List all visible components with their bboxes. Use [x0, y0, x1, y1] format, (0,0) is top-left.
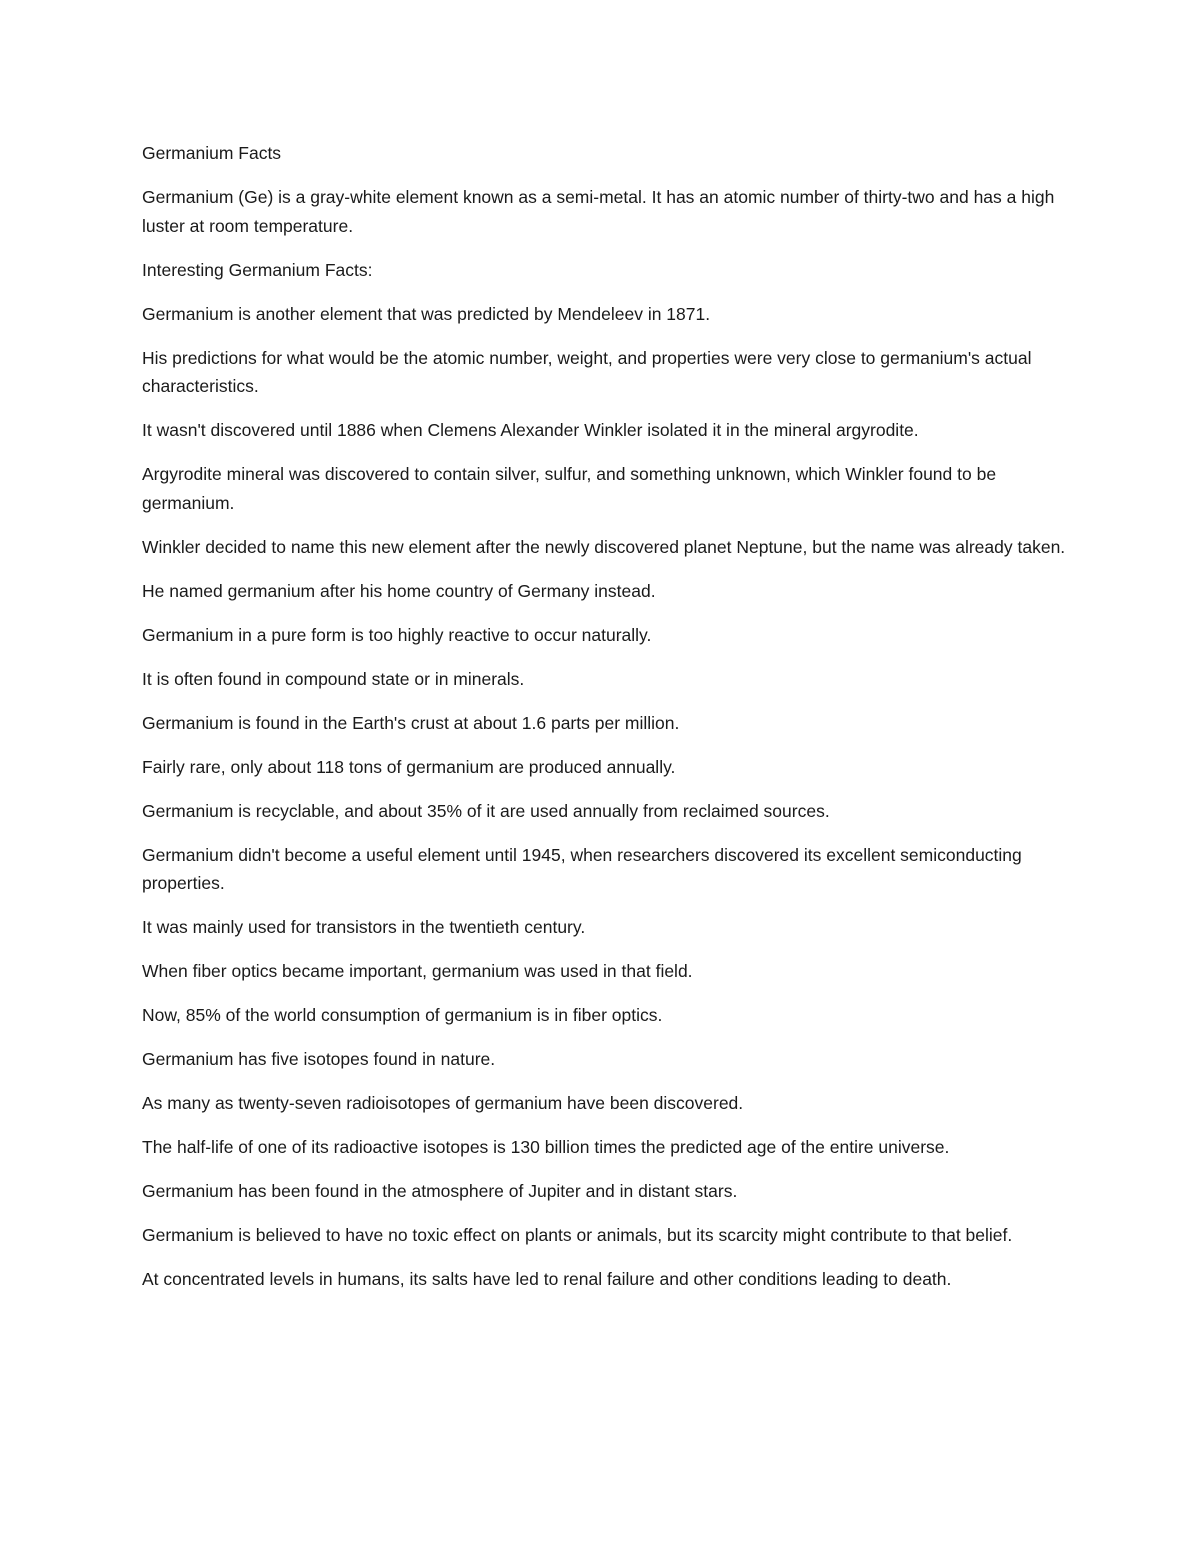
- fact-paragraph: Now, 85% of the world consumption of germanium is in fiber optics.: [142, 1005, 663, 1025]
- fact-paragraph: Fairly rare, only about 118 tons of germanium are produced annually.: [142, 756, 676, 777]
- section-heading: Interesting Germanium Facts:: [142, 259, 373, 280]
- fact-paragraph: Germanium in a pure form is too highly reactive to occur naturally.: [142, 624, 652, 645]
- fact-paragraph: It was mainly used for transistors in the twentieth century.: [142, 917, 586, 937]
- intro-paragraph: Germanium (Ge) is a gray-white element known as a semi-metal. It has an atomic number of thirty-two and has a high luster at room temperature.: [142, 187, 1055, 236]
- fact-paragraph: As many as twenty-seven radioisotopes of germanium have been discovered.: [142, 1093, 744, 1113]
- fact-paragraph: Argyrodite mineral was discovered to contain silver, sulfur, and something unknown, which Winkler found to be germanium.: [142, 464, 997, 513]
- fact-paragraph: It is often found in compound state or in minerals.: [142, 668, 525, 689]
- fact-paragraph: At concentrated levels in humans, its salts have led to renal failure and other conditions leading to death.: [142, 1269, 952, 1289]
- fact-paragraph: His predictions for what would be the atomic number, weight, and properties were very close to germanium's actual characteristics.: [142, 347, 1032, 396]
- fact-paragraph: Germanium is recyclable, and about 35% of it are used annually from reclaimed sources.: [142, 800, 830, 821]
- fact-paragraph: Germanium has been found in the atmosphere of Jupiter and in distant stars.: [142, 1181, 738, 1201]
- document-body: [142, 139, 1072, 1309]
- fact-paragraph: Germanium is believed to have no toxic effect on plants or animals, but its scarcity might contribute to that belief.: [142, 1225, 1013, 1245]
- document-title: Germanium Facts: [142, 143, 282, 163]
- fact-paragraph: Winkler decided to name this new element after the newly discovered planet Neptune, but the name was already taken.: [142, 536, 1066, 557]
- fact-paragraph: He named germanium after his home country of Germany instead.: [142, 580, 656, 601]
- fact-paragraph: Germanium is another element that was predicted by Mendeleev in 1871.: [142, 303, 711, 324]
- fact-paragraph: It wasn't discovered until 1886 when Clemens Alexander Winkler isolated it in the mineral argyrodite.: [142, 420, 919, 440]
- fact-paragraph: Germanium is found in the Earth's crust at about 1.6 parts per million.: [142, 712, 680, 733]
- fact-paragraph: The half-life of one of its radioactive isotopes is 130 billion times the predicted age of the entire universe.: [142, 1137, 950, 1157]
- fact-paragraph: When fiber optics became important, germanium was used in that field.: [142, 961, 693, 981]
- fact-paragraph: Germanium didn't become a useful element until 1945, when researchers discovered its excellent semiconducting properties.: [142, 844, 1022, 893]
- fact-paragraph: Germanium has five isotopes found in nature.: [142, 1049, 496, 1069]
